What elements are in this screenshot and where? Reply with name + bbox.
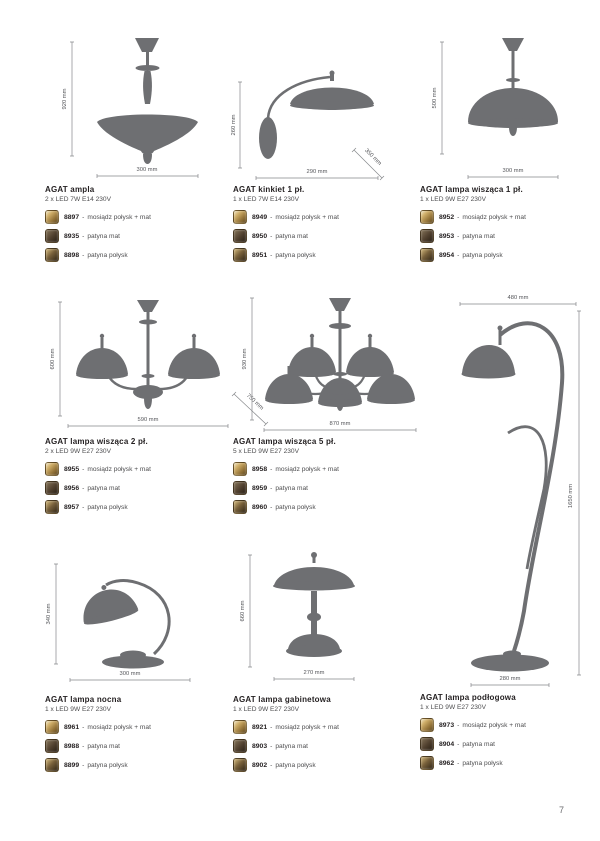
variant-finish: patyna połysk bbox=[275, 761, 316, 769]
dimension-label: 1650 mm bbox=[568, 483, 574, 509]
product-spec: 1 x LED 9W E27 230V bbox=[420, 704, 486, 711]
lamp-drawing-podlogowa bbox=[426, 291, 592, 695]
finish-swatch-patina-gloss bbox=[45, 248, 59, 262]
variant-row bbox=[45, 229, 225, 243]
lamp-drawing-wiszaca-1 bbox=[416, 30, 591, 185]
dash-separator: - bbox=[270, 213, 273, 221]
dash-separator: - bbox=[82, 213, 85, 221]
variant-code: 8897 bbox=[64, 213, 80, 221]
product-card-wiszaca-2 bbox=[45, 437, 225, 519]
height-dim-line bbox=[54, 564, 58, 664]
width-dim-line bbox=[256, 176, 378, 180]
variant-code: 8959 bbox=[252, 484, 268, 492]
width-dim-line bbox=[264, 428, 416, 432]
variant-code: 8955 bbox=[64, 465, 80, 473]
variant-row bbox=[45, 481, 225, 495]
dash-separator: - bbox=[270, 251, 273, 259]
variant-row bbox=[233, 500, 413, 514]
finish-swatch-patina-gloss bbox=[45, 500, 59, 514]
variant-code: 8904 bbox=[439, 740, 455, 748]
variant-finish: patyna połysk bbox=[87, 761, 128, 769]
variant-code: 8956 bbox=[64, 484, 80, 492]
variant-row bbox=[233, 229, 413, 243]
product-title: AGAT lampa wisząca 2 pł. bbox=[45, 437, 148, 446]
product-spec: 5 x LED 9W E27 230V bbox=[233, 448, 299, 455]
dimension-label: 350 mm bbox=[363, 147, 383, 167]
lamp-silhouette bbox=[462, 323, 563, 671]
product-title: AGAT ampla bbox=[45, 185, 95, 194]
dash-separator: - bbox=[457, 721, 460, 729]
finish-swatch-patina-mat bbox=[420, 229, 434, 243]
product-card-wiszaca-5 bbox=[233, 437, 413, 519]
lamp-drawing-gabinetowa bbox=[230, 543, 400, 688]
base-width-dim-line bbox=[471, 683, 549, 687]
finish-swatch-patina-mat bbox=[233, 739, 247, 753]
finish-swatch-brass bbox=[420, 210, 434, 224]
dash-separator: - bbox=[82, 761, 85, 769]
width-dim-line bbox=[274, 677, 354, 681]
finish-swatch-brass bbox=[45, 720, 59, 734]
width-dim-line bbox=[97, 174, 198, 178]
product-title: AGAT lampa podłogowa bbox=[420, 693, 516, 702]
height-dim-line bbox=[577, 311, 581, 675]
finish-swatch-brass bbox=[233, 210, 247, 224]
variant-code: 8950 bbox=[252, 232, 268, 240]
product-spec: 2 x LED 9W E27 230V bbox=[45, 448, 111, 455]
variant-row bbox=[45, 758, 225, 772]
variant-row bbox=[420, 718, 600, 732]
variant-row bbox=[45, 739, 225, 753]
lamp-silhouette bbox=[97, 38, 198, 164]
variant-finish: mosiądz połysk + mat bbox=[275, 465, 339, 473]
variant-code: 8960 bbox=[252, 503, 268, 511]
lamp-drawing-nocna bbox=[38, 550, 223, 688]
product-title: AGAT lampa gabinetowa bbox=[233, 695, 331, 704]
finish-swatch-patina-gloss bbox=[420, 248, 434, 262]
variant-finish: patyna mat bbox=[275, 742, 308, 750]
finish-swatch-brass bbox=[45, 462, 59, 476]
variant-code: 8954 bbox=[439, 251, 455, 259]
dimension-label: 660 mm bbox=[240, 600, 246, 622]
product-title: AGAT kinkiet 1 pł. bbox=[233, 185, 305, 194]
variant-finish: patyna połysk bbox=[462, 251, 503, 259]
product-card-gabinetowa bbox=[233, 695, 413, 777]
width-dim-line bbox=[70, 678, 190, 682]
finish-swatch-patina-mat bbox=[420, 737, 434, 751]
variant-row bbox=[420, 737, 600, 751]
variant-finish: mosiądz połysk + mat bbox=[275, 723, 339, 731]
product-spec: 1 x LED 9W E27 230V bbox=[233, 706, 299, 713]
variant-finish: patyna połysk bbox=[87, 251, 128, 259]
lamp-silhouette bbox=[259, 71, 374, 160]
variant-row bbox=[420, 210, 600, 224]
dash-separator: - bbox=[457, 251, 460, 259]
variant-finish: patyna mat bbox=[87, 232, 120, 240]
variant-finish: patyna połysk bbox=[275, 251, 316, 259]
dimension-label: 300 mm bbox=[119, 671, 141, 677]
dash-separator: - bbox=[457, 232, 460, 240]
dash-separator: - bbox=[82, 484, 85, 492]
finish-swatch-patina-gloss bbox=[233, 248, 247, 262]
variant-row bbox=[45, 720, 225, 734]
dash-separator: - bbox=[457, 740, 460, 748]
variant-row bbox=[420, 248, 600, 262]
dash-separator: - bbox=[270, 503, 273, 511]
variant-finish: patyna mat bbox=[462, 232, 495, 240]
dash-separator: - bbox=[270, 761, 273, 769]
variant-finish: patyna połysk bbox=[462, 759, 503, 767]
finish-swatch-patina-gloss bbox=[45, 758, 59, 772]
dimension-label: 930 mm bbox=[242, 348, 248, 370]
height-dim-line bbox=[248, 555, 252, 667]
variant-code: 8903 bbox=[252, 742, 268, 750]
variant-code: 8898 bbox=[64, 251, 80, 259]
lamp-silhouette bbox=[273, 552, 355, 657]
height-dim-line bbox=[440, 42, 444, 154]
variant-finish: patyna mat bbox=[462, 740, 495, 748]
dash-separator: - bbox=[457, 759, 460, 767]
finish-swatch-patina-mat bbox=[45, 739, 59, 753]
variant-code: 8953 bbox=[439, 232, 455, 240]
variant-row bbox=[233, 720, 413, 734]
lamp-silhouette bbox=[468, 38, 558, 136]
lamp-silhouette bbox=[265, 298, 415, 411]
variant-code: 8952 bbox=[439, 213, 455, 221]
lamp-drawing-ampla bbox=[42, 28, 217, 188]
dash-separator: - bbox=[82, 742, 85, 750]
dimension-label: 280 mm bbox=[499, 676, 521, 682]
product-spec: 2 x LED 7W E14 230V bbox=[45, 196, 111, 203]
dimension-label: 590 mm bbox=[137, 417, 159, 423]
dimension-label: 300 mm bbox=[136, 167, 158, 173]
height-dim-line bbox=[250, 298, 254, 420]
variant-code: 8949 bbox=[252, 213, 268, 221]
finish-swatch-patina-mat bbox=[45, 229, 59, 243]
variant-code: 8899 bbox=[64, 761, 80, 769]
dimension-label: 340 mm bbox=[46, 603, 52, 625]
variant-finish: mosiądz połysk + mat bbox=[87, 213, 151, 221]
variant-finish: mosiądz połysk + mat bbox=[87, 723, 151, 731]
dimension-label: 290 mm bbox=[306, 169, 328, 175]
dimension-label: 300 mm bbox=[502, 168, 524, 174]
lamp-drawing-kinkiet bbox=[226, 66, 406, 191]
product-title: AGAT lampa wisząca 1 pł. bbox=[420, 185, 523, 194]
dimension-label: 870 mm bbox=[329, 421, 351, 427]
variant-row bbox=[420, 229, 600, 243]
height-dim-line bbox=[70, 42, 74, 156]
finish-swatch-brass bbox=[233, 462, 247, 476]
dash-separator: - bbox=[270, 484, 273, 492]
variant-code: 8935 bbox=[64, 232, 80, 240]
finish-swatch-brass bbox=[420, 718, 434, 732]
lamp-silhouette bbox=[76, 578, 169, 668]
top-width-dim-line bbox=[460, 302, 576, 306]
dash-separator: - bbox=[82, 723, 85, 731]
variant-finish: patyna mat bbox=[87, 484, 120, 492]
lamp-drawing-wiszaca-5 bbox=[226, 286, 431, 438]
product-spec: 1 x LED 7W E14 230V bbox=[233, 196, 299, 203]
variant-row bbox=[233, 481, 413, 495]
variant-code: 8962 bbox=[439, 759, 455, 767]
width-dim-line bbox=[468, 175, 558, 179]
variant-row bbox=[45, 210, 225, 224]
dimension-label: 260 mm bbox=[231, 114, 237, 136]
width-dim-line bbox=[68, 424, 228, 428]
product-card-wiszaca-1 bbox=[420, 185, 600, 267]
finish-swatch-patina-mat bbox=[233, 229, 247, 243]
variant-row bbox=[233, 758, 413, 772]
dimension-label: 750 mm bbox=[244, 392, 265, 412]
page-number: 7 bbox=[558, 805, 564, 815]
product-spec: 1 x LED 9W E27 230V bbox=[420, 196, 486, 203]
dash-separator: - bbox=[82, 503, 85, 511]
variant-code: 8973 bbox=[439, 721, 455, 729]
variant-code: 8921 bbox=[252, 723, 268, 731]
variant-code: 8951 bbox=[252, 251, 268, 259]
dash-separator: - bbox=[82, 232, 85, 240]
dimension-label: 500 mm bbox=[432, 87, 438, 109]
finish-swatch-patina-mat bbox=[45, 481, 59, 495]
lamp-silhouette bbox=[76, 300, 220, 409]
product-title: AGAT lampa wisząca 5 pł. bbox=[233, 437, 336, 446]
variant-code: 8961 bbox=[64, 723, 80, 731]
dimension-label: 600 mm bbox=[50, 348, 56, 370]
variant-row bbox=[45, 500, 225, 514]
variant-row bbox=[45, 462, 225, 476]
finish-swatch-brass bbox=[233, 720, 247, 734]
variant-finish: patyna połysk bbox=[275, 503, 316, 511]
variant-finish: patyna mat bbox=[87, 742, 120, 750]
variant-row bbox=[420, 756, 600, 770]
product-card-podlogowa bbox=[420, 693, 600, 775]
dash-separator: - bbox=[82, 251, 85, 259]
dash-separator: - bbox=[270, 723, 273, 731]
product-card-nocna bbox=[45, 695, 225, 777]
height-dim-line bbox=[238, 82, 242, 168]
finish-swatch-patina-mat bbox=[233, 481, 247, 495]
dash-separator: - bbox=[270, 232, 273, 240]
variant-finish: patyna połysk bbox=[87, 503, 128, 511]
finish-swatch-patina-gloss bbox=[233, 500, 247, 514]
dimension-label: 480 mm bbox=[507, 295, 529, 301]
finish-swatch-brass bbox=[45, 210, 59, 224]
finish-swatch-patina-gloss bbox=[420, 756, 434, 770]
product-spec: 1 x LED 9W E27 230V bbox=[45, 706, 111, 713]
variant-finish: mosiądz połysk + mat bbox=[462, 213, 526, 221]
variant-row bbox=[233, 210, 413, 224]
variant-row bbox=[45, 248, 225, 262]
product-card-kinkiet bbox=[233, 185, 413, 267]
dimension-label: 920 mm bbox=[62, 88, 68, 110]
dash-separator: - bbox=[270, 465, 273, 473]
variant-row bbox=[233, 462, 413, 476]
variant-code: 8902 bbox=[252, 761, 268, 769]
variant-finish: patyna mat bbox=[275, 232, 308, 240]
dash-separator: - bbox=[457, 213, 460, 221]
variant-row bbox=[233, 739, 413, 753]
dash-separator: - bbox=[270, 742, 273, 750]
variant-code: 8957 bbox=[64, 503, 80, 511]
variant-row bbox=[233, 248, 413, 262]
variant-code: 8958 bbox=[252, 465, 268, 473]
height-dim-line bbox=[58, 302, 62, 416]
product-title: AGAT lampa nocna bbox=[45, 695, 122, 704]
variant-finish: mosiądz połysk + mat bbox=[275, 213, 339, 221]
product-card-ampla bbox=[45, 185, 225, 267]
finish-swatch-patina-gloss bbox=[233, 758, 247, 772]
dash-separator: - bbox=[82, 465, 85, 473]
variant-code: 8988 bbox=[64, 742, 80, 750]
variant-finish: mosiądz połysk + mat bbox=[87, 465, 151, 473]
variant-finish: mosiądz połysk + mat bbox=[462, 721, 526, 729]
dimension-label: 270 mm bbox=[303, 670, 325, 676]
variant-finish: patyna mat bbox=[275, 484, 308, 492]
